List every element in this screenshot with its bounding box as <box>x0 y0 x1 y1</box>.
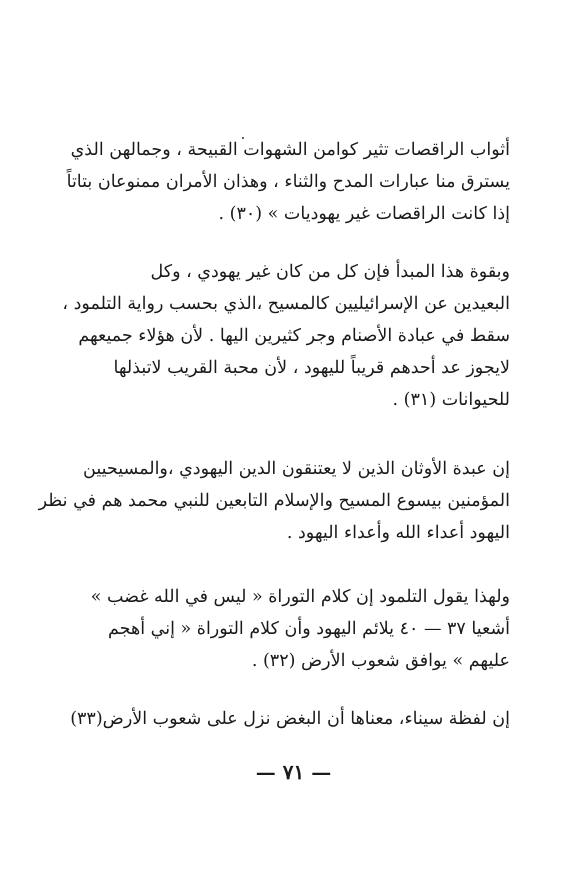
text-line: إذا كانت الراقصات غير يهوديات » (٣٠) . <box>218 204 510 224</box>
paragraph-talmud <box>70 581 510 677</box>
text-line: المؤمنين بيسوع المسيح والإسلام التابعين للنبي محمد هم في نظر <box>38 491 510 511</box>
paragraph-principle <box>62 256 510 416</box>
page-number: — ٧١ — <box>255 760 332 784</box>
text-line: أشعيا ٣٧ — ٤٠ يلائم اليهود وأن كلام التوراة « إني أهجم <box>108 619 510 639</box>
text-line: لايجوز عد أحدهم قريباً لليهود ، لأن محبة القريب لاتبذلها <box>113 358 510 378</box>
text-line: أثواب الراقصات تثير كوامن الشهوات القبيحة ، وجمالهن الذي <box>70 140 510 160</box>
text-line: إن عبدة الأوثان الذين لا يعتنقون الدين اليهودي ،والمسيحيين <box>83 459 510 479</box>
text-line: عليهم » يوافق شعوب الأرض (٣٢) . <box>251 651 510 671</box>
text-line: اليهود أعداء الله وأعداء اليهود . <box>286 523 510 543</box>
paragraph-dancers <box>66 134 510 230</box>
text-line: يسترق منا عبارات المدح والثناء ، وهذان الأمران ممنوعان بتاتاً <box>66 172 510 192</box>
text-line: البعيدين عن الإسرائيليين كالمسيح ،الذي بحسب رواية التلمود ، <box>62 294 510 314</box>
paragraph-sinai <box>70 703 510 735</box>
text-line: إن لفظة سيناء، معناها أن البغض نزل على شعوب الأرض(٣٣) <box>70 709 510 729</box>
paragraph-idol-worshippers <box>38 453 510 549</box>
text-line: ولهذا يقول التلمود إن كلام التوراة « ليس في الله غضب » <box>90 587 510 607</box>
text-line: سقط في عبادة الأصنام وجر كثيرين اليها . لأن هؤلاء جميعهم <box>78 326 510 346</box>
text-line: وبقوة هذا المبدأ فإن كل من كان غير يهودي ، وكل <box>150 262 510 282</box>
text-line: للحيوانات (٣١) . <box>392 390 510 410</box>
